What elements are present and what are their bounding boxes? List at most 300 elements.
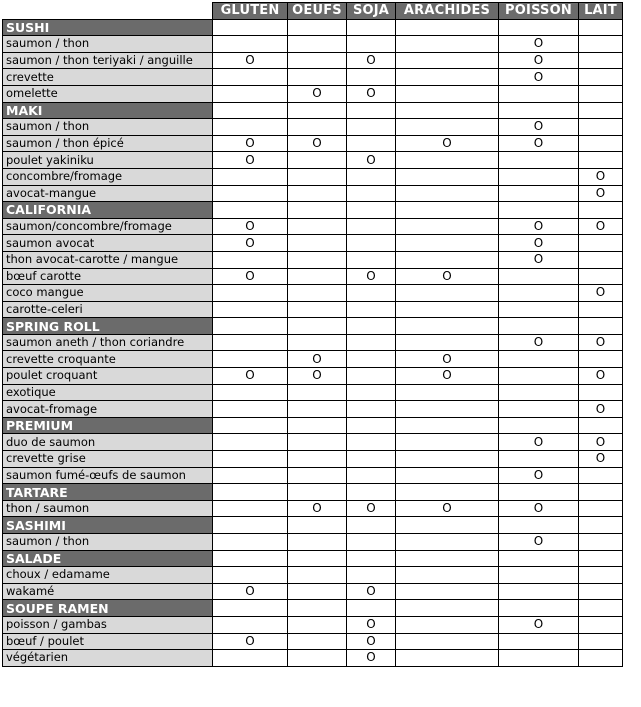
allergen-mark-cell: O <box>499 69 579 86</box>
allergen-mark-cell <box>499 567 579 584</box>
category-blank-cell <box>347 484 396 501</box>
allergen-mark-cell <box>288 451 347 468</box>
allergen-mark-cell <box>347 567 396 584</box>
allergen-mark-cell <box>347 451 396 468</box>
allergen-mark-cell <box>396 467 499 484</box>
table-row <box>3 268 623 285</box>
table-row <box>3 285 623 302</box>
allergen-mark-cell: O <box>499 467 579 484</box>
allergen-mark-cell: O <box>499 434 579 451</box>
column-header-lait: LAIT <box>579 3 623 20</box>
category-label: CALIFORNIA <box>3 202 213 219</box>
table-row <box>3 650 623 667</box>
allergen-mark-cell <box>288 185 347 202</box>
allergen-mark-cell <box>579 135 623 152</box>
category-blank-cell <box>213 417 288 434</box>
allergen-mark-cell <box>213 36 288 53</box>
allergen-mark-cell: O <box>499 334 579 351</box>
category-blank-cell <box>396 102 499 119</box>
category-blank-cell <box>499 202 579 219</box>
allergen-mark-cell: O <box>213 52 288 69</box>
item-label: poulet croquant <box>3 368 213 385</box>
allergen-mark-cell: O <box>579 285 623 302</box>
allergen-mark-cell <box>347 235 396 252</box>
table-row <box>3 218 623 235</box>
allergen-mark-cell: O <box>347 616 396 633</box>
allergen-mark-cell: O <box>579 218 623 235</box>
category-blank-cell <box>396 19 499 36</box>
table-row <box>3 384 623 401</box>
allergen-mark-cell <box>396 451 499 468</box>
allergen-mark-cell: O <box>213 135 288 152</box>
table-row <box>3 168 623 185</box>
item-label: poisson / gambas <box>3 616 213 633</box>
allergen-mark-cell <box>347 384 396 401</box>
allergen-mark-cell: O <box>396 368 499 385</box>
header-corner <box>3 3 213 20</box>
allergen-mark-cell <box>499 401 579 418</box>
table-row <box>3 368 623 385</box>
item-label: wakamé <box>3 583 213 600</box>
allergen-mark-cell <box>288 218 347 235</box>
category-blank-cell <box>396 202 499 219</box>
allergen-mark-cell <box>288 384 347 401</box>
allergen-mark-cell <box>499 152 579 169</box>
category-blank-cell <box>499 318 579 335</box>
allergen-mark-cell: O <box>288 85 347 102</box>
allergen-mark-cell <box>347 135 396 152</box>
allergen-mark-cell <box>579 384 623 401</box>
category-blank-cell <box>396 318 499 335</box>
allergen-mark-cell: O <box>347 633 396 650</box>
allergen-mark-cell <box>579 567 623 584</box>
category-label: TARTARE <box>3 484 213 501</box>
allergen-mark-cell: O <box>213 633 288 650</box>
allergen-mark-cell <box>396 650 499 667</box>
allergen-mark-cell <box>288 152 347 169</box>
allergen-mark-cell <box>396 185 499 202</box>
category-blank-cell <box>213 318 288 335</box>
allergen-mark-cell <box>499 650 579 667</box>
allergen-mark-cell <box>347 351 396 368</box>
allergen-mark-cell <box>396 85 499 102</box>
category-blank-cell <box>499 19 579 36</box>
allergen-mark-cell <box>213 285 288 302</box>
allergen-mark-cell <box>347 401 396 418</box>
allergen-mark-cell: O <box>396 351 499 368</box>
allergen-mark-cell <box>347 69 396 86</box>
allergen-mark-cell: O <box>579 368 623 385</box>
category-blank-cell <box>347 318 396 335</box>
allergen-mark-cell <box>579 119 623 136</box>
allergen-mark-cell: O <box>579 434 623 451</box>
category-blank-cell <box>347 600 396 617</box>
allergen-mark-cell: O <box>288 500 347 517</box>
category-blank-cell <box>288 202 347 219</box>
item-label: saumon avocat <box>3 235 213 252</box>
allergen-mark-cell: O <box>396 135 499 152</box>
allergen-mark-cell: O <box>288 368 347 385</box>
category-row <box>3 102 623 119</box>
item-label: omelette <box>3 85 213 102</box>
allergen-mark-cell <box>499 384 579 401</box>
allergen-mark-cell <box>213 251 288 268</box>
allergen-mark-cell: O <box>213 368 288 385</box>
allergen-mark-cell: O <box>347 583 396 600</box>
category-blank-cell <box>288 484 347 501</box>
category-blank-cell <box>347 517 396 534</box>
item-label: végétarien <box>3 650 213 667</box>
allergen-mark-cell <box>396 567 499 584</box>
table-row <box>3 119 623 136</box>
allergen-mark-cell <box>499 351 579 368</box>
allergen-mark-cell <box>213 451 288 468</box>
category-row <box>3 202 623 219</box>
category-blank-cell <box>579 417 623 434</box>
allergen-mark-cell <box>396 583 499 600</box>
allergen-mark-cell: O <box>499 616 579 633</box>
allergen-mark-cell <box>579 633 623 650</box>
item-label: coco mangue <box>3 285 213 302</box>
header-row <box>3 3 623 20</box>
allergen-mark-cell <box>579 235 623 252</box>
category-blank-cell <box>579 202 623 219</box>
item-label: saumon aneth / thon coriandre <box>3 334 213 351</box>
category-row <box>3 517 623 534</box>
category-blank-cell <box>288 600 347 617</box>
allergen-table <box>2 2 623 667</box>
table-row <box>3 633 623 650</box>
allergen-mark-cell <box>396 152 499 169</box>
allergen-mark-cell <box>213 500 288 517</box>
allergen-mark-cell <box>288 69 347 86</box>
allergen-mark-cell <box>499 368 579 385</box>
allergen-mark-cell <box>579 85 623 102</box>
table-row <box>3 235 623 252</box>
allergen-mark-cell <box>288 650 347 667</box>
allergen-mark-cell <box>288 334 347 351</box>
category-blank-cell <box>499 484 579 501</box>
category-blank-cell <box>347 202 396 219</box>
allergen-mark-cell: O <box>396 500 499 517</box>
allergen-mark-cell <box>499 185 579 202</box>
allergen-mark-cell <box>499 85 579 102</box>
allergen-mark-cell: O <box>347 152 396 169</box>
allergen-mark-cell <box>288 268 347 285</box>
category-blank-cell <box>499 417 579 434</box>
allergen-mark-cell <box>347 285 396 302</box>
allergen-mark-cell <box>347 534 396 551</box>
allergen-mark-cell <box>579 616 623 633</box>
item-label: duo de saumon <box>3 434 213 451</box>
category-label: MAKI <box>3 102 213 119</box>
allergen-mark-cell <box>213 616 288 633</box>
allergen-mark-cell: O <box>499 534 579 551</box>
category-row <box>3 600 623 617</box>
allergen-mark-cell <box>213 185 288 202</box>
table-row <box>3 185 623 202</box>
allergen-mark-cell <box>213 351 288 368</box>
category-blank-cell <box>396 600 499 617</box>
allergen-mark-cell: O <box>579 401 623 418</box>
allergen-mark-cell <box>396 401 499 418</box>
allergen-mark-cell <box>288 52 347 69</box>
item-label: saumon / thon <box>3 119 213 136</box>
allergen-mark-cell: O <box>499 500 579 517</box>
allergen-mark-cell <box>396 434 499 451</box>
table-row <box>3 351 623 368</box>
table-row <box>3 52 623 69</box>
allergen-mark-cell: O <box>499 119 579 136</box>
allergen-mark-cell <box>499 451 579 468</box>
column-header-oeufs: OEUFS <box>288 3 347 20</box>
allergen-mark-cell <box>579 268 623 285</box>
allergen-mark-cell <box>347 251 396 268</box>
allergen-mark-cell <box>213 69 288 86</box>
allergen-mark-cell <box>396 36 499 53</box>
allergen-mark-cell <box>213 301 288 318</box>
allergen-mark-cell <box>579 301 623 318</box>
allergen-mark-cell: O <box>499 218 579 235</box>
column-header-arachides: ARACHIDES <box>396 3 499 20</box>
allergen-mark-cell <box>213 434 288 451</box>
allergen-mark-cell <box>288 251 347 268</box>
category-blank-cell <box>579 484 623 501</box>
allergen-mark-cell <box>347 368 396 385</box>
category-blank-cell <box>347 550 396 567</box>
category-row <box>3 19 623 36</box>
category-blank-cell <box>579 102 623 119</box>
category-blank-cell <box>499 102 579 119</box>
allergen-mark-cell <box>347 185 396 202</box>
allergen-mark-cell <box>288 168 347 185</box>
category-blank-cell <box>396 417 499 434</box>
allergen-mark-cell <box>579 251 623 268</box>
allergen-mark-cell: O <box>579 334 623 351</box>
allergen-mark-cell <box>579 52 623 69</box>
table-row <box>3 616 623 633</box>
column-header-soja: SOJA <box>347 3 396 20</box>
category-blank-cell <box>579 19 623 36</box>
item-label: saumon/concombre/fromage <box>3 218 213 235</box>
allergen-mark-cell <box>396 235 499 252</box>
allergen-mark-cell: O <box>213 583 288 600</box>
allergen-mark-cell <box>396 168 499 185</box>
allergen-mark-cell <box>347 218 396 235</box>
allergen-mark-cell: O <box>347 500 396 517</box>
allergen-mark-cell <box>288 616 347 633</box>
category-blank-cell <box>213 202 288 219</box>
item-label: crevette croquante <box>3 351 213 368</box>
category-label: PREMIUM <box>3 417 213 434</box>
allergen-mark-cell <box>213 85 288 102</box>
allergen-mark-cell <box>396 119 499 136</box>
allergen-mark-cell <box>396 534 499 551</box>
table-row <box>3 500 623 517</box>
item-label: saumon / thon teriyaki / anguille <box>3 52 213 69</box>
allergen-mark-cell: O <box>396 268 499 285</box>
category-blank-cell <box>288 318 347 335</box>
allergen-mark-cell <box>347 467 396 484</box>
item-label: exotique <box>3 384 213 401</box>
allergen-mark-cell <box>579 36 623 53</box>
allergen-mark-cell <box>288 235 347 252</box>
table-row <box>3 301 623 318</box>
allergen-mark-cell <box>396 52 499 69</box>
allergen-mark-cell <box>396 285 499 302</box>
allergen-mark-cell <box>499 268 579 285</box>
allergen-mark-cell: O <box>288 135 347 152</box>
table-row <box>3 401 623 418</box>
category-blank-cell <box>288 417 347 434</box>
allergen-mark-cell <box>499 633 579 650</box>
table-row <box>3 451 623 468</box>
allergen-mark-cell <box>288 434 347 451</box>
allergen-mark-cell <box>499 168 579 185</box>
category-row <box>3 417 623 434</box>
table-row <box>3 152 623 169</box>
category-label: SASHIMI <box>3 517 213 534</box>
allergen-mark-cell <box>579 500 623 517</box>
allergen-mark-cell: O <box>347 268 396 285</box>
allergen-mark-cell <box>396 334 499 351</box>
item-label: poulet yakiniku <box>3 152 213 169</box>
category-row <box>3 550 623 567</box>
allergen-mark-cell <box>213 567 288 584</box>
allergen-table-body <box>3 19 623 666</box>
allergen-mark-cell: O <box>347 650 396 667</box>
item-label: crevette <box>3 69 213 86</box>
item-label: saumon fumé-œufs de saumon <box>3 467 213 484</box>
category-label: SALADE <box>3 550 213 567</box>
allergen-mark-cell: O <box>213 268 288 285</box>
category-blank-cell <box>579 550 623 567</box>
allergen-mark-cell <box>288 583 347 600</box>
category-blank-cell <box>347 417 396 434</box>
table-row <box>3 251 623 268</box>
item-label: saumon / thon <box>3 36 213 53</box>
category-blank-cell <box>213 600 288 617</box>
allergen-mark-cell <box>288 467 347 484</box>
allergen-mark-cell: O <box>499 235 579 252</box>
allergen-mark-cell <box>213 168 288 185</box>
allergen-mark-cell: O <box>499 135 579 152</box>
allergen-mark-cell <box>213 384 288 401</box>
category-blank-cell <box>213 102 288 119</box>
category-blank-cell <box>396 484 499 501</box>
category-blank-cell <box>288 19 347 36</box>
item-label: concombre/fromage <box>3 168 213 185</box>
item-label: bœuf carotte <box>3 268 213 285</box>
allergen-mark-cell <box>579 467 623 484</box>
item-label: choux / edamame <box>3 567 213 584</box>
allergen-mark-cell <box>213 119 288 136</box>
table-row <box>3 334 623 351</box>
allergen-mark-cell <box>288 633 347 650</box>
category-blank-cell <box>288 102 347 119</box>
category-blank-cell <box>396 550 499 567</box>
allergen-mark-cell <box>396 251 499 268</box>
allergen-mark-cell <box>288 301 347 318</box>
category-label: SUSHI <box>3 19 213 36</box>
column-header-gluten: GLUTEN <box>213 3 288 20</box>
allergen-mark-cell <box>347 119 396 136</box>
allergen-mark-cell <box>396 301 499 318</box>
allergen-mark-cell: O <box>213 152 288 169</box>
item-label: bœuf / poulet <box>3 633 213 650</box>
category-blank-cell <box>396 517 499 534</box>
item-label: avocat-fromage <box>3 401 213 418</box>
category-blank-cell <box>213 550 288 567</box>
allergen-mark-cell: O <box>579 451 623 468</box>
allergen-mark-cell: O <box>213 218 288 235</box>
category-blank-cell <box>288 517 347 534</box>
allergen-mark-cell <box>288 119 347 136</box>
allergen-mark-cell <box>347 334 396 351</box>
allergen-mark-cell <box>288 285 347 302</box>
item-label: carotte-celeri <box>3 301 213 318</box>
allergen-mark-cell <box>213 534 288 551</box>
allergen-mark-cell: O <box>213 235 288 252</box>
allergen-mark-cell <box>347 36 396 53</box>
allergen-mark-cell <box>213 401 288 418</box>
table-row <box>3 583 623 600</box>
item-label: thon avocat-carotte / mangue <box>3 251 213 268</box>
item-label: saumon / thon <box>3 534 213 551</box>
table-row <box>3 434 623 451</box>
allergen-mark-cell <box>579 583 623 600</box>
category-blank-cell <box>347 19 396 36</box>
allergen-mark-cell <box>396 616 499 633</box>
allergen-mark-cell <box>579 69 623 86</box>
allergen-mark-cell <box>288 534 347 551</box>
allergen-mark-cell: O <box>347 52 396 69</box>
allergen-mark-cell <box>288 36 347 53</box>
category-blank-cell <box>213 484 288 501</box>
item-label: avocat-mangue <box>3 185 213 202</box>
allergen-mark-cell <box>213 334 288 351</box>
allergen-mark-cell <box>579 152 623 169</box>
allergen-mark-cell <box>213 467 288 484</box>
allergen-mark-cell: O <box>579 168 623 185</box>
allergen-mark-cell <box>396 218 499 235</box>
allergen-mark-cell: O <box>499 251 579 268</box>
allergen-mark-cell <box>396 633 499 650</box>
table-row <box>3 467 623 484</box>
item-label: crevette grise <box>3 451 213 468</box>
table-row <box>3 69 623 86</box>
category-blank-cell <box>213 517 288 534</box>
table-row <box>3 534 623 551</box>
allergen-mark-cell <box>396 69 499 86</box>
allergen-mark-cell <box>347 301 396 318</box>
column-header-poisson: POISSON <box>499 3 579 20</box>
category-blank-cell <box>288 550 347 567</box>
category-label: SPRING ROLL <box>3 318 213 335</box>
category-row <box>3 318 623 335</box>
category-blank-cell <box>499 550 579 567</box>
allergen-mark-cell: O <box>579 185 623 202</box>
allergen-mark-cell: O <box>499 36 579 53</box>
allergen-mark-cell: O <box>288 351 347 368</box>
allergen-mark-cell <box>499 583 579 600</box>
table-row <box>3 85 623 102</box>
allergen-mark-cell <box>288 567 347 584</box>
table-row <box>3 567 623 584</box>
category-blank-cell <box>579 600 623 617</box>
allergen-table-container <box>2 2 623 667</box>
allergen-mark-cell <box>396 384 499 401</box>
